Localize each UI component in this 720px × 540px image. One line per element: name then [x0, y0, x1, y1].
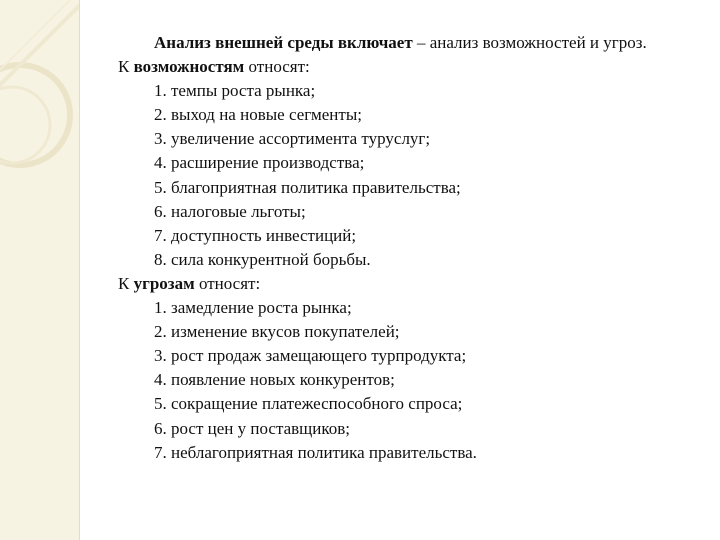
threat-item: 6. рост цен у поставщиков; [154, 418, 350, 438]
opportunity-item: 6. налоговые льготы; [154, 201, 306, 221]
opportunities-heading [118, 55, 694, 79]
decorative-ornament [0, 0, 80, 540]
threat-item: 1. замедление роста рынка; [154, 298, 352, 318]
threat-item: 5. сокращение платежеспособного спроса; [154, 394, 463, 414]
opportunities-prefix: К [118, 57, 134, 77]
opportunity-item: 7. доступность инвестиций; [154, 225, 357, 245]
opportunities-bold: возможностям [133, 57, 245, 77]
intro-bold: Анализ внешней среды включает [154, 33, 413, 52]
threat-item: 4. появление новых конкурентов; [154, 370, 395, 390]
threats-prefix: К [118, 273, 134, 293]
opportunity-item: 8. сила конкурентной борьбы. [154, 249, 371, 269]
opportunity-item: 3. увеличение ассортимента туруслуг; [154, 129, 431, 149]
decorative-side-band [0, 0, 80, 540]
threats-bold: угрозам [133, 273, 195, 293]
opportunities-suffix: относят: [244, 57, 310, 77]
threats-heading [118, 272, 694, 296]
threat-item: 2. изменение вкусов покупателей; [154, 322, 400, 342]
opportunity-item: 2. выход на новые сегменты; [154, 105, 362, 125]
threats-suffix: относят: [194, 273, 261, 293]
threat-item: 7. неблагоприятная политика правительства. [154, 442, 477, 462]
intro-paragraph [118, 31, 694, 55]
slide-text [118, 31, 694, 465]
opportunity-item: 4. расширение производства; [154, 153, 365, 173]
side-divider [79, 0, 80, 540]
intro-rest: – анализ возможностей и угроз. [412, 33, 647, 52]
opportunity-item: 1. темпы роста рынка; [154, 81, 316, 101]
opportunity-item: 5. благоприятная политика правительства; [154, 177, 461, 197]
threat-item: 3. рост продаж замещающего турпродукта; [154, 346, 467, 366]
